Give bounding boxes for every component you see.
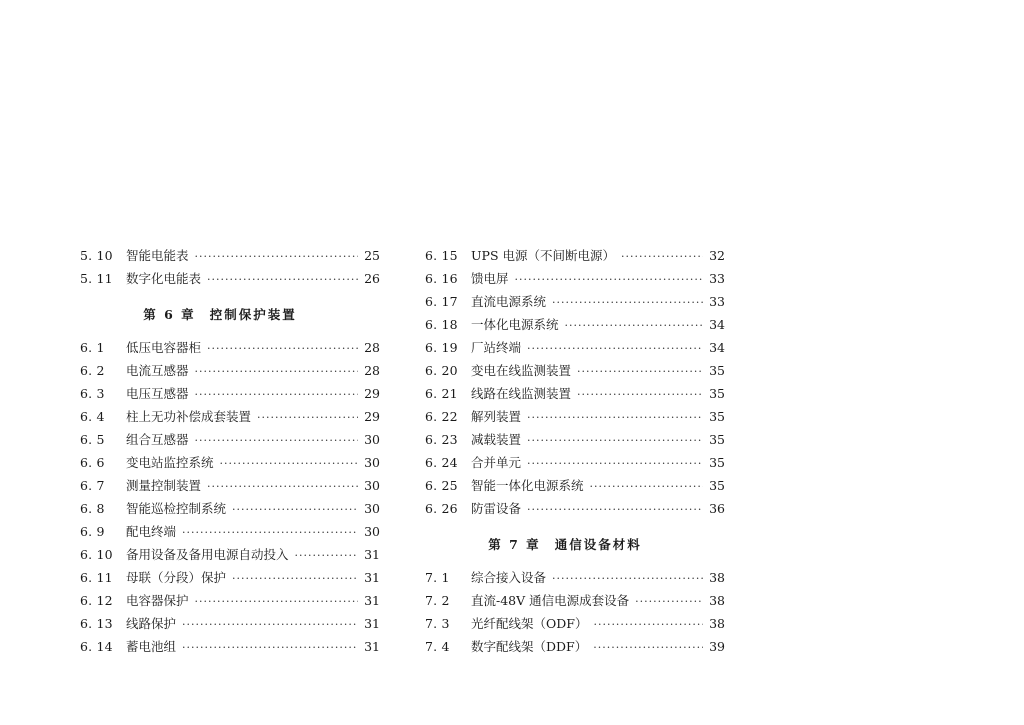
- toc-entry: [80, 269, 380, 292]
- section-number: 6. 2: [80, 363, 105, 378]
- section-title: 电流互感器: [126, 363, 189, 378]
- dot-leader: [527, 342, 703, 355]
- section-title: 一体化电源系统: [471, 317, 559, 332]
- toc-entry: [425, 361, 725, 384]
- dot-leader: [232, 503, 358, 516]
- section-title: 直流-48V 通信电源成套设备: [471, 593, 630, 608]
- section-title: 智能巡检控制系统: [126, 501, 227, 516]
- section-number: 6. 19: [425, 340, 458, 355]
- toc-entry: [80, 430, 380, 453]
- section-title: 变电站监控系统: [126, 455, 214, 470]
- section-number: 7. 3: [425, 616, 450, 631]
- page-number: 31: [364, 593, 380, 608]
- section-title: 备用设备及备用电源自动投入: [126, 547, 289, 562]
- page-number: 38: [709, 570, 725, 585]
- section-number: 6. 17: [425, 294, 458, 309]
- toc-entry: [425, 384, 725, 407]
- toc-right-column: [425, 246, 725, 660]
- toc-entry: [425, 453, 725, 476]
- toc-entry-list: [425, 568, 725, 660]
- toc-entry: [425, 269, 725, 292]
- dot-leader: [207, 342, 358, 355]
- page-number: 33: [709, 294, 725, 309]
- section-title: 电容器保护: [126, 593, 189, 608]
- section-number: 6. 7: [80, 478, 105, 493]
- dot-leader: [195, 388, 358, 401]
- page-number: 38: [709, 593, 725, 608]
- section-number: 6. 21: [425, 386, 458, 401]
- chapter-title: 控制保护装置: [209, 307, 297, 322]
- toc-entry: [80, 522, 380, 545]
- section-title: 数字配线架（DDF）: [471, 639, 588, 654]
- chapter-heading: [425, 522, 725, 568]
- dot-leader: [220, 457, 358, 470]
- section-number: 6. 12: [80, 593, 113, 608]
- section-number: 6. 13: [80, 616, 113, 631]
- section-number: 6. 8: [80, 501, 105, 516]
- toc-entry: [80, 246, 380, 269]
- dot-leader: [295, 549, 358, 562]
- page-number: 31: [364, 570, 380, 585]
- page-number: 30: [364, 478, 380, 493]
- dot-leader: [565, 319, 703, 332]
- dot-leader: [552, 572, 703, 585]
- page-number: 38: [709, 616, 725, 631]
- toc-entry: [80, 384, 380, 407]
- page-number: 36: [709, 501, 725, 516]
- toc-entry: [425, 338, 725, 361]
- toc-entry: [80, 637, 380, 660]
- toc-entry: [80, 407, 380, 430]
- section-title: 电压互感器: [126, 386, 189, 401]
- section-number: 6. 14: [80, 639, 113, 654]
- toc-entry: [425, 476, 725, 499]
- toc-entry: [80, 568, 380, 591]
- section-title: 低压电容器柜: [126, 340, 202, 355]
- page-number: 35: [709, 409, 725, 424]
- section-number: 6. 5: [80, 432, 105, 447]
- section-title: UPS 电源（不间断电源）: [471, 248, 615, 263]
- section-title: 数字化电能表: [126, 271, 202, 286]
- section-number: 7. 1: [425, 570, 450, 585]
- dot-leader: [515, 273, 703, 286]
- section-title: 智能一体化电源系统: [471, 478, 584, 493]
- section-title: 馈电屏: [471, 271, 509, 286]
- toc-entry: [425, 292, 725, 315]
- chapter-number: 第 7 章: [488, 537, 541, 552]
- dot-leader: [182, 618, 358, 631]
- dot-leader: [195, 365, 358, 378]
- dot-leader: [621, 250, 703, 263]
- section-number: 6. 16: [425, 271, 458, 286]
- section-title: 综合接入设备: [471, 570, 547, 585]
- page-number: 30: [364, 524, 380, 539]
- section-title: 母联（分段）保护: [126, 570, 227, 585]
- page-number: 35: [709, 455, 725, 470]
- page-number: 31: [364, 639, 380, 654]
- section-number: 6. 9: [80, 524, 105, 539]
- page-number: 25: [364, 248, 380, 263]
- page-number: 34: [709, 340, 725, 355]
- dot-leader: [593, 618, 703, 631]
- page-number: 28: [364, 340, 380, 355]
- toc-left-column: [80, 246, 380, 660]
- section-number: 6. 23: [425, 432, 458, 447]
- dot-leader: [232, 572, 358, 585]
- section-number: 6. 24: [425, 455, 458, 470]
- section-number: 6. 15: [425, 248, 458, 263]
- toc-entry: [425, 591, 725, 614]
- section-title: 测量控制装置: [126, 478, 202, 493]
- page-number: 31: [364, 547, 380, 562]
- dot-leader: [207, 273, 358, 286]
- section-number: 6. 22: [425, 409, 458, 424]
- section-number: 7. 2: [425, 593, 450, 608]
- toc-entry-list: [425, 246, 725, 522]
- page-number: 30: [364, 432, 380, 447]
- section-title: 智能电能表: [126, 248, 189, 263]
- chapter-title: 通信设备材料: [554, 537, 642, 552]
- page-number: 35: [709, 386, 725, 401]
- section-number: 6. 1: [80, 340, 105, 355]
- dot-leader: [182, 641, 358, 654]
- page-number: 32: [709, 248, 725, 263]
- dot-leader: [593, 641, 703, 654]
- dot-leader: [577, 388, 703, 401]
- dot-leader: [635, 595, 703, 608]
- section-number: 5. 10: [80, 248, 113, 263]
- section-number: 6. 3: [80, 386, 105, 401]
- page-number: 26: [364, 271, 380, 286]
- dot-leader: [527, 503, 703, 516]
- page-number: 31: [364, 616, 380, 631]
- dot-leader: [527, 411, 703, 424]
- toc-entry-list: [80, 246, 380, 292]
- page-number: 29: [364, 409, 380, 424]
- section-title: 配电终端: [126, 524, 177, 539]
- section-number: 7. 4: [425, 639, 450, 654]
- toc-entry: [425, 315, 725, 338]
- section-number: 5. 11: [80, 271, 113, 286]
- toc-entry-list: [80, 338, 380, 660]
- section-title: 线路保护: [126, 616, 177, 631]
- toc-entry: [425, 568, 725, 591]
- dot-leader: [527, 434, 703, 447]
- toc-entry: [80, 476, 380, 499]
- dot-leader: [182, 526, 358, 539]
- page-number: 29: [364, 386, 380, 401]
- section-number: 6. 10: [80, 547, 113, 562]
- page-number: 30: [364, 501, 380, 516]
- dot-leader: [207, 480, 358, 493]
- dot-leader: [257, 411, 358, 424]
- dot-leader: [552, 296, 703, 309]
- toc-entry: [425, 614, 725, 637]
- toc-entry: [425, 637, 725, 660]
- section-title: 光纤配线架（ODF）: [471, 616, 588, 631]
- dot-leader: [577, 365, 703, 378]
- toc-entry: [425, 246, 725, 269]
- section-title: 线路在线监测装置: [471, 386, 572, 401]
- dot-leader: [527, 457, 703, 470]
- section-title: 变电在线监测装置: [471, 363, 572, 378]
- section-title: 减载装置: [471, 432, 522, 447]
- page-number: 28: [364, 363, 380, 378]
- page-number: 35: [709, 478, 725, 493]
- page-number: 33: [709, 271, 725, 286]
- section-number: 6. 18: [425, 317, 458, 332]
- section-title: 厂站终端: [471, 340, 522, 355]
- page-number: 30: [364, 455, 380, 470]
- toc-entry: [80, 614, 380, 637]
- chapter-heading: [80, 292, 380, 338]
- page-number: 39: [709, 639, 725, 654]
- section-title: 组合互感器: [126, 432, 189, 447]
- toc-entry: [80, 361, 380, 384]
- section-number: 6. 26: [425, 501, 458, 516]
- dot-leader: [195, 595, 358, 608]
- section-title: 合并单元: [471, 455, 522, 470]
- section-number: 6. 20: [425, 363, 458, 378]
- toc-entry: [80, 338, 380, 361]
- section-number: 6. 25: [425, 478, 458, 493]
- section-title: 防雷设备: [471, 501, 522, 516]
- section-title: 蓄电池组: [126, 639, 177, 654]
- section-number: 6. 6: [80, 455, 105, 470]
- toc-entry: [80, 453, 380, 476]
- dot-leader: [590, 480, 703, 493]
- section-number: 6. 11: [80, 570, 113, 585]
- section-number: 6. 4: [80, 409, 105, 424]
- page-number: 34: [709, 317, 725, 332]
- dot-leader: [195, 250, 358, 263]
- toc-entry: [425, 430, 725, 453]
- chapter-number: 第 6 章: [143, 307, 196, 322]
- toc-entry: [80, 545, 380, 568]
- page-number: 35: [709, 432, 725, 447]
- toc-entry: [80, 591, 380, 614]
- toc-entry: [80, 499, 380, 522]
- toc-entry: [425, 499, 725, 522]
- section-title: 柱上无功补偿成套装置: [126, 409, 252, 424]
- section-title: 解列装置: [471, 409, 522, 424]
- page-number: 35: [709, 363, 725, 378]
- toc-entry: [425, 407, 725, 430]
- dot-leader: [195, 434, 358, 447]
- section-title: 直流电源系统: [471, 294, 547, 309]
